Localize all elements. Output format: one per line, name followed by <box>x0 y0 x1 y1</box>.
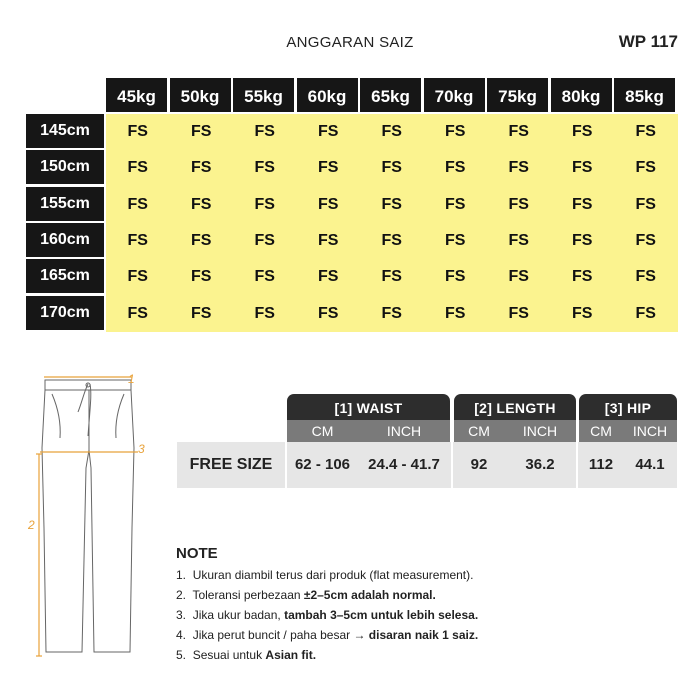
size-cell: FS <box>381 123 402 140</box>
weight-header: 80kg <box>551 78 612 112</box>
length-header: [2] LENGTH <box>454 394 576 420</box>
size-cell: FS <box>254 123 275 140</box>
size-cell: FS <box>318 268 339 286</box>
size-cell: FS <box>191 159 212 177</box>
note-item <box>176 585 478 605</box>
size-cell: FS <box>254 268 275 286</box>
size-cell: FS <box>318 123 339 140</box>
note-number: 1. <box>176 568 187 582</box>
size-cell: FS <box>254 159 275 177</box>
note-item <box>176 565 478 585</box>
hip-cm-unit: CM <box>579 420 623 442</box>
size-cell: FS <box>127 268 148 286</box>
note-text: Sesuai untuk <box>192 648 266 662</box>
note-number: 3. <box>176 608 187 622</box>
waist-header: [1] WAIST <box>287 394 450 420</box>
height-label: 155cm <box>26 187 104 221</box>
note-number: 4. <box>176 628 187 642</box>
size-cell: FS <box>572 123 593 140</box>
note-text: Ukuran diambil terus dari produk (flat measurement). <box>192 568 474 582</box>
note-text: Jika perut buncit / paha besar → <box>192 628 369 642</box>
size-cell: FS <box>572 304 593 322</box>
note-number: 5. <box>176 648 187 662</box>
note-item <box>176 605 478 625</box>
size-cell: FS <box>127 123 148 140</box>
size-cell: FS <box>318 304 339 322</box>
size-cell: FS <box>191 195 212 213</box>
pants-illustration <box>28 368 158 668</box>
size-cell: FS <box>508 195 529 213</box>
size-cell: FS <box>572 159 593 177</box>
length-inch-value: 36.2 <box>525 456 555 473</box>
note-emphasis: ±2–5cm adalah normal. <box>303 588 436 602</box>
size-cell: FS <box>445 123 466 140</box>
size-cell: FS <box>254 231 275 249</box>
size-cell: FS <box>508 123 529 140</box>
row-separator <box>576 442 578 488</box>
hip-cm-value: 112 <box>588 456 614 473</box>
note-item <box>176 645 478 665</box>
size-cell: FS <box>254 304 275 322</box>
weight-header: 75kg <box>487 78 548 112</box>
size-cell: FS <box>191 268 212 286</box>
size-cell: FS <box>508 268 529 286</box>
pants-diagram <box>28 368 158 673</box>
grid-body <box>106 114 678 332</box>
weight-header: 85kg <box>614 78 675 112</box>
weight-header: 70kg <box>424 78 485 112</box>
length-cm-unit: CM <box>454 420 504 442</box>
hip-inch-value: 44.1 <box>635 456 665 473</box>
size-cell: FS <box>635 304 656 322</box>
size-cell: FS <box>445 159 466 177</box>
size-cell: FS <box>381 231 402 249</box>
size-cell: FS <box>572 231 593 249</box>
size-cell: FS <box>508 159 529 177</box>
size-cell: FS <box>445 268 466 286</box>
hip-marker-label: 3 <box>138 442 145 456</box>
note-emphasis: Asian fit. <box>265 648 317 662</box>
product-code: WP 117 <box>618 32 678 51</box>
size-cell: FS <box>635 159 656 177</box>
size-cell: FS <box>508 304 529 322</box>
note-emphasis: disaran naik 1 saiz. <box>368 628 479 642</box>
height-label: 170cm <box>26 296 104 330</box>
size-cell: FS <box>635 268 656 286</box>
size-cell: FS <box>191 304 212 322</box>
height-label: 145cm <box>26 114 104 148</box>
size-cell: FS <box>381 304 402 322</box>
waist-inch-unit: INCH <box>358 420 450 442</box>
size-cell: FS <box>381 268 402 286</box>
note-title: NOTE <box>176 545 218 562</box>
page-title: ANGGARAN SAIZ <box>286 34 414 51</box>
row-separator <box>451 442 453 488</box>
size-cell: FS <box>635 195 656 213</box>
note-text: Jika ukur badan, <box>192 608 285 622</box>
size-cell: FS <box>191 123 212 140</box>
height-label: 150cm <box>26 150 104 184</box>
length-cm-value: 92 <box>470 456 488 473</box>
size-cell: FS <box>635 231 656 249</box>
size-cell: FS <box>572 195 593 213</box>
size-cell: FS <box>191 231 212 249</box>
weight-header: 60kg <box>297 78 358 112</box>
weight-header: 65kg <box>360 78 421 112</box>
length-inch-unit: INCH <box>504 420 576 442</box>
height-label: 160cm <box>26 223 104 257</box>
size-cell: FS <box>127 304 148 322</box>
waist-marker-label: 1 <box>128 372 135 386</box>
waist-inch-value: 24.4 - 41.7 <box>368 456 440 473</box>
size-cell: FS <box>318 231 339 249</box>
size-cell: FS <box>318 195 339 213</box>
size-cell: FS <box>445 195 466 213</box>
size-cell: FS <box>635 123 656 140</box>
size-cell: FS <box>445 304 466 322</box>
size-cell: FS <box>508 231 529 249</box>
size-cell: FS <box>381 195 402 213</box>
hip-inch-unit: INCH <box>623 420 677 442</box>
weight-header: 45kg <box>106 78 167 112</box>
size-cell: FS <box>381 159 402 177</box>
note-emphasis: tambah 3–5cm untuk lebih selesa. <box>284 608 479 622</box>
free-size-label: FREE SIZE <box>189 456 273 473</box>
size-cell: FS <box>572 268 593 286</box>
height-label: 165cm <box>26 259 104 293</box>
length-marker-label: 2 <box>28 518 35 532</box>
weight-header: 55kg <box>233 78 294 112</box>
waist-cm-unit: CM <box>287 420 358 442</box>
size-cell: FS <box>127 159 148 177</box>
size-cell: FS <box>445 231 466 249</box>
size-cell: FS <box>127 195 148 213</box>
note-list <box>176 565 478 665</box>
size-cell: FS <box>318 159 339 177</box>
weight-header: 50kg <box>170 78 231 112</box>
note-item <box>176 625 478 645</box>
note-number: 2. <box>176 588 187 602</box>
waist-cm-value: 62 - 106 <box>294 456 351 473</box>
size-cell: FS <box>254 195 275 213</box>
hip-header: [3] HIP <box>579 394 677 420</box>
size-cell: FS <box>127 231 148 249</box>
note-text: Toleransi perbezaan <box>192 588 304 602</box>
